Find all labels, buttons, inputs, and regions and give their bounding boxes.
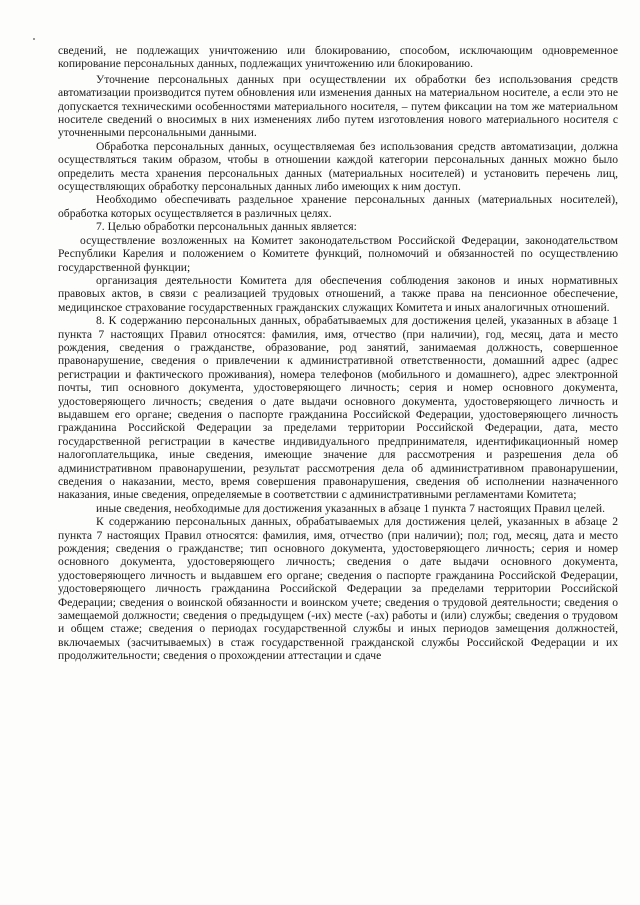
paragraph-clarification: Уточнение персональных данных при осуществлении их обработки без использования средств автоматизации производится путем обновления или изменения данных на материальном носителе, а если это не допускается техническими особенностями материального носителя, – путем фиксации на том же материальном носителе сведений о вносимых в них изменениях либо путем изготовления нового материального носителя с уточненными персональными данными. — [58, 72, 618, 140]
paragraph-purpose-2: организация деятельности Комитета для обеспечения соблюдения законов и иных нормативных правовых актов, в связи с реализацией трудовых отношений, а также права на пенсионное обеспечение, медицинское страхование государственных гражданских служащих Комитета и иных аналогичных отношений. — [58, 273, 618, 314]
paragraph-processing: Обработка персональных данных, осуществляемая без использования средств автоматизации, должна осуществляться таким образом, чтобы в отношении каждой категории персональных данных можно было определить места хранения персональных данных (материальных носителей) и установить перечень лиц, осуществляющих обработку персональных данных либо имеющих к ним доступ. — [58, 139, 618, 194]
paragraph-item-8: 8. К содержанию персональных данных, обрабатываемых для достижения целей, указанных в абзаце 1 пункта 7 настоящих Правил относятся: фамилия, имя, отчество (при наличии), год, месяц, дата и место рождения, сведения о гражданстве, образование, род занятий, занимаемая должность, совершенное правонарушение, сведения о привлечении к административной ответственности, домашний адрес (адрес регистрации и фактического проживания), номера телефонов (мобильного и домашнего), адрес электронной почты, тип основного документа, удостоверяющего личность; серия и номер основного документа, удостоверяющего личность; сведения о дате выдачи основного документа, удостоверяющего личность и выдавшем его органе; сведения о паспорте гражданина Российской Федерации, удостоверяющего личность гражданина Российской Федерации за пределами территории Российской Федерации, дата, место государственной регистрации в качестве индивидуального предпринимателя, идентификационный номер налогоплательщика, иные сведения, имеющие значение для рассмотрения и разрешения дела об административном правонарушении, результат рассмотрения дела об административном правонарушении, сведения о наказании, место, время совершения правонарушения, сведения об исполнении назначенного наказания, иные сведения, определяемые в соответствии с административными регламентами Комитета; — [58, 314, 618, 502]
document-body — [58, 44, 618, 663]
paragraph-purpose-2-content: К содержанию персональных данных, обрабатываемых для достижения целей, указанных в абзаце 2 пункта 7 настоящих Правил относятся: фамилия, имя, отчество (при наличии); пол; год, месяц, дата и место рождения; сведения о гражданстве; тип основного документа, удостоверяющего личность; серия и номер основного документа, удостоверяющего личность; сведения о дате выдачи основного документа, удостоверяющего личность и выдавшем его органе; сведения о паспорте гражданина Российской Федерации, удостоверяющего личность гражданина Российской Федерации за пределами территории Российской Федерации; сведения о воинской обязанности и воинском учете; сведения о трудовой деятельности; сведения о замещаемой должности; сведения о предыдущем (-их) месте (-ах) работы и (или) службы; сведения о трудовом и общем стаже; сведения о периодах государственной службы и иных периодов замещения должностей, включаемых (засчитываемых) в стаж государственной гражданской службы Российской Федерации и их продолжительности; сведения о прохождении аттестации и сдаче — [58, 515, 618, 663]
paragraph-purpose-1: осуществление возложенных на Комитет законодательством Российской Федерации, законодательством Республики Карелия и положением о Комитете функций, полномочий и обязанностей по осуществлению государственной функции; — [58, 233, 618, 274]
paragraph-other-info: иные сведения, необходимые для достижения указанных в абзаце 1 пункта 7 настоящих Правил целей. — [96, 501, 605, 515]
paragraph-purpose-heading: 7. Целью обработки персональных данных является: — [96, 220, 357, 234]
scan-speck — [33, 38, 35, 40]
paragraph-separate-storage: Необходимо обеспечивать раздельное хранение персональных данных (материальных носителей), обработка которых осуществляется в различных целях. — [58, 193, 618, 220]
paragraph-continuation: сведений, не подлежащих уничтожению или блокированию, способом, исключающим одновременное копирование персональных данных, подлежащих уничтожению или блокированию. — [58, 44, 618, 71]
